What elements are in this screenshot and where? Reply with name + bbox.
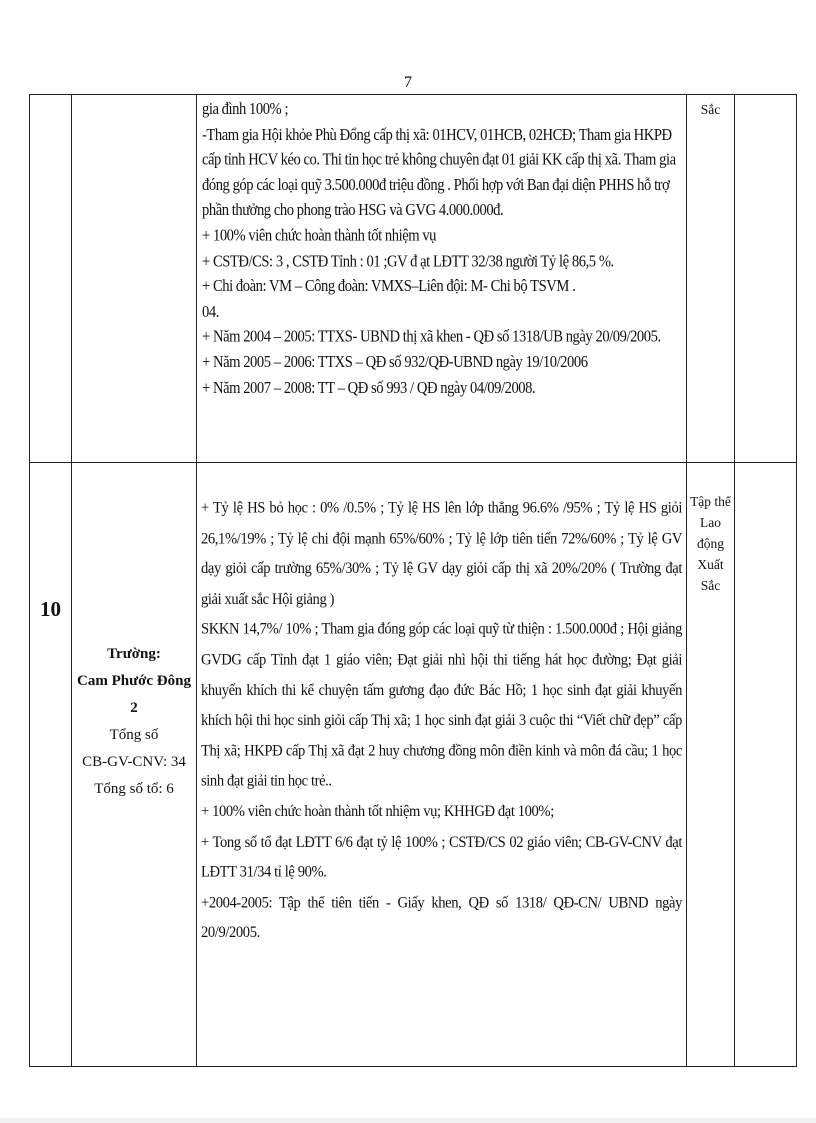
unit-label: Trường: — [107, 646, 161, 662]
award-line: Lao — [700, 515, 721, 530]
cell-award — [687, 95, 735, 463]
text-line: đóng góp các loại quỹ 3.500.000đ triệu đồng . Phối hợp với Ban đại diện PHHS hỗ trợ — [202, 176, 670, 195]
cell-number — [30, 95, 72, 463]
row-number: 10 — [40, 597, 61, 621]
table-row-10 — [30, 463, 797, 1067]
text-line: + CSTĐ/CS: 3 , CSTĐ Tỉnh : 01 ;GV đ ạt LĐTT 32/38 người Tỷ lệ 86,5 %. — [202, 252, 614, 271]
text-line: + Năm 2004 – 2005: TTXS- UBND thị xã khen - QĐ số 1318/UB ngày 20/09/2005. — [202, 328, 661, 347]
award-line: động — [697, 536, 724, 551]
text-paragraph: + Tong số tổ đạt LĐTT 6/6 đạt tỷ lệ 100% ; CSTĐ/CS 02 giáo viên; CB-GV-CNV đạt LĐTT 31/34 tỉ lệ 90%. — [201, 833, 682, 882]
cell-unit — [72, 95, 197, 463]
text-paragraph: + 100% viên chức hoàn thành tốt nhiệm vụ; KHHGĐ đạt 100%; — [201, 802, 554, 821]
text-line: cấp tỉnh HCV kéo co. Thi tin học trẻ không chuyên đạt 01 giải KK cấp thị xã. Tham gia — [202, 151, 676, 170]
text-paragraph: SKKN 14,7%/ 10% ; Tham gia đóng góp các loại quỹ từ thiện : 1.500.000đ ; Hội giảng GVDG cấp Tỉnh đạt 1 giáo viên; Đạt giải nhì hội thi tiếng hát học đường; Đạt giải khuyến khích thi kể chuyện tấm gương đạo đức Bác Hồ; 1 học sinh đạt giải khuyến khích hội thi học sinh giỏi cấp Thị xã; 1 học sinh đạt giải 3 cuộc thi “Viết chữ đẹp” cấp Thị xã; HKPĐ cấp Thị xã đạt 2 huy chương đồng môn điền kinh và môn đá cầu; 1 học sinh đạt giải tin học trẻ.. — [201, 620, 682, 791]
cell-achievements — [197, 463, 687, 1067]
award-line: Xuất — [697, 557, 724, 572]
text-line: phần thưởng cho phong trào HSG và GVG 4.000.000đ. — [202, 201, 504, 220]
achievements-text — [197, 95, 686, 403]
unit-number: 2 — [130, 700, 138, 716]
total-label: Tổng số — [109, 727, 159, 743]
cell-note — [735, 95, 797, 463]
cell-achievements — [197, 95, 687, 463]
achievements-text — [197, 463, 686, 951]
table-row-continued — [30, 95, 797, 463]
text-line: + Năm 2005 – 2006: TTXS – QĐ số 932/QĐ-UBND ngày 19/10/2006 — [202, 353, 588, 372]
award-text: Sắc — [700, 102, 721, 117]
page-number: 7 — [404, 74, 412, 91]
unit-info — [72, 463, 196, 803]
staff-count: CB-GV-CNV: 34 — [82, 754, 186, 770]
text-line: + Chi đoàn: VM – Công đoàn: VMXS–Liên đội: M- Chi bộ TSVM . — [202, 277, 576, 296]
text-line: 04. — [202, 303, 219, 321]
text-paragraph: +2004-2005: Tập thể tiên tiến - Giấy khen, QĐ số 1318/ QĐ-CN/ UBND ngày 20/9/2005. — [201, 893, 682, 942]
page-bottom-band — [0, 1118, 816, 1123]
cell-unit — [72, 463, 197, 1067]
cell-award — [687, 463, 735, 1067]
award-line: Tập thể — [690, 494, 731, 509]
text-paragraph: + Tỷ lệ HS bỏ học : 0% /0.5% ; Tỷ lệ HS lên lớp thẳng 96.6% /95% ; Tỷ lệ HS giỏi 26,1%/19% ; Tỷ lệ chi đội mạnh 65%/60% ; Tỷ lệ lớp tiên tiến 72%/60% ; Tỷ lệ GV dạy giỏi cấp trường 65%/30% ; Tỷ lệ GV dạy giỏi cấp thị xã 20%/20% ( Trường đạt giải xuất sắc Hội giảng ) — [201, 499, 682, 608]
group-count: Tổng số tổ: 6 — [94, 781, 174, 797]
text-line: + 100% viên chức hoàn thành tốt nhiệm vụ — [202, 227, 437, 246]
award-line: Sắc — [700, 578, 721, 593]
text-line: -Tham gia Hội khỏe Phù Đổng cấp thị xã: 01HCV, 01HCB, 02HCĐ; Tham gia HKPĐ — [202, 125, 672, 144]
text-line: gia đình 100% ; — [202, 100, 289, 119]
text-line: + Năm 2007 – 2008: TT – QĐ số 993 / QĐ ngày 04/09/2008. — [202, 378, 536, 397]
award-text — [687, 463, 734, 596]
cell-number — [30, 463, 72, 1067]
awards-table — [29, 94, 797, 1067]
cell-note — [735, 463, 797, 1067]
unit-name: Cam Phước Đông — [77, 673, 191, 689]
